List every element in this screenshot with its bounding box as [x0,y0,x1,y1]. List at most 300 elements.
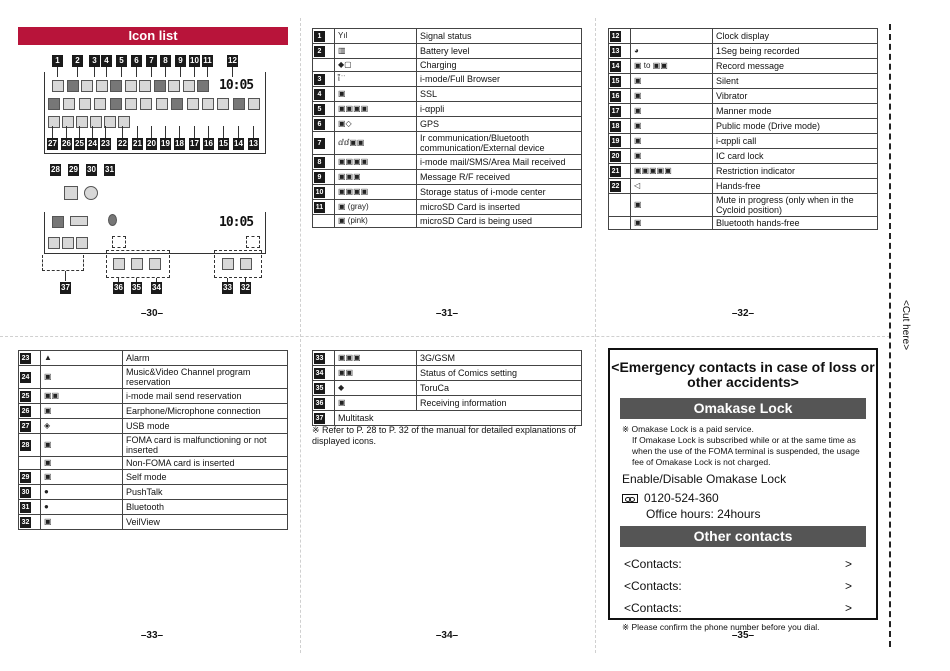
icon-description: SSL [417,87,582,102]
icon-glyph-cell: ◈ [41,419,123,434]
status-icon [52,80,64,92]
icon-description: FOMA card is malfunctioning or not inserted [123,434,288,457]
callout-line [223,126,224,138]
icon-description: Manner mode [713,104,878,119]
icon-number-cell [19,500,41,515]
table-row [609,104,878,119]
icon-table-32 [608,28,878,230]
icon-number-cell [19,389,41,404]
callout-number: 37 [61,283,70,292]
reference-note: ※ Refer to P. 28 to P. 32 of the manual for detailed explanations of displayed icons. [312,425,576,446]
icon-number-cell [19,404,41,419]
page-number: –33– [140,630,164,641]
icon-description: microSD Card is being used [417,215,582,228]
callout-number: 8 [160,55,171,67]
icon-glyph-cell: ▣ [631,194,713,217]
table-row [313,170,582,185]
table-row [19,404,288,419]
icon-description: Ir communication/Bluetooth communication/External device [417,132,582,155]
icon-description: Status of Comics setting [417,366,582,381]
icon-glyph-cell: ◆▢ [335,59,417,72]
icon-number: 3 [314,74,325,85]
callout-line [79,126,80,138]
icon-number: 28 [21,442,30,449]
callout-line [106,67,107,77]
icon-glyph-cell: ▣▣▣▣▣ [631,164,713,179]
callout-number: 24 [88,139,97,148]
callout-number: 4 [101,55,112,67]
callout-line [57,67,58,77]
icon-number-cell [609,74,631,89]
callout-line [194,126,195,138]
icon-number-cell [313,366,335,381]
status-icon [113,258,125,270]
status-icon [168,80,180,92]
table-row [313,215,582,228]
contact-end: > [844,557,852,571]
contact-end: > [844,579,852,593]
callout-line [179,126,180,138]
status-icon [76,237,88,249]
icon-number-cell [313,351,335,366]
icon-number: 30 [21,489,30,496]
callout-number: 3 [89,55,100,67]
status-icon [110,80,122,92]
icon-number-cell [313,102,335,117]
icon-glyph-cell: ▣▣▣ [335,170,417,185]
icon-number: 13 [611,48,620,55]
callout-line [238,126,239,138]
table-row [313,411,582,426]
table-row [609,217,878,230]
icon-number-cell [313,155,335,170]
icon-number-cell [609,29,631,44]
icon-glyph-cell: ▣ [631,119,713,134]
callout-number: 22 [118,139,127,148]
icon-description: i-mode mail/SMS/Area Mail received [417,155,582,170]
status-icon [48,98,60,110]
status-icon [76,116,88,128]
table-row [609,149,878,164]
icon-number: 15 [611,78,620,85]
callout-number: 16 [204,139,213,148]
icon-number: 17 [611,108,620,115]
icon-number: 29 [21,474,30,481]
callout-line [180,67,181,77]
icon-glyph-cell: ▣ [631,89,713,104]
table-row [19,419,288,434]
multitask-bracket [112,236,126,248]
clock-display: 10:05 [219,78,254,93]
status-icon [149,258,161,270]
contact-label: <Contacts: [624,579,682,593]
icon-description: i-mode mail send reservation [123,389,288,404]
icon-number: 21 [611,168,620,175]
table-row [609,29,878,44]
table-row [609,179,878,194]
icon-glyph-cell: ▣▣ [41,389,123,404]
callout-line [253,126,254,138]
icon-description: microSD Card is inserted [417,200,582,215]
callout-number: 26 [62,139,71,148]
icon-number: 37 [315,415,324,422]
icon-glyph-cell: ▣▣▣▣ [335,185,417,200]
cut-line [889,24,891,647]
icon-description: 3G/GSM [417,351,582,366]
table-row [609,89,878,104]
icon-glyph-cell: ▣ [631,104,713,119]
icon-number: 24 [21,374,30,381]
icon-glyph-cell: ▣ [41,515,123,530]
icon-number-cell [609,44,631,59]
icon-number: 31 [21,504,30,511]
icon-description: ToruCa [417,381,582,396]
table-row [19,389,288,404]
icon-glyph-cell: ▣▣▣▣ [335,102,417,117]
icon-glyph-cell: ◁ [631,179,713,194]
icon-glyph-cell: ⅆⅆ▣▣ [335,132,417,155]
icon-description: Vibrator [713,89,878,104]
callout-line [65,271,66,281]
enable-disable-label: Enable/Disable Omakase Lock [622,472,787,486]
other-contacts-band: Other contacts [620,526,866,547]
icon-glyph-cell: ▣ [631,74,713,89]
callout-line [151,67,152,77]
emergency-heading: <Emergency contacts in case of loss or other accidents> [611,359,875,390]
table-row [19,500,288,515]
callout-line [136,67,137,77]
icon-number-cell [19,485,41,500]
callout-line [165,126,166,138]
icon-number: 14 [611,63,620,70]
icon-description: Self mode [123,470,288,485]
status-icon [154,80,166,92]
page-number: –30– [140,308,164,319]
icon-number-cell [609,194,631,217]
icon-number-cell [609,179,631,194]
icon-glyph-cell: ▲ [41,351,123,366]
icon-number-cell [609,217,631,230]
icon-number-cell [609,164,631,179]
table-row [313,117,582,132]
icon-number-cell [19,470,41,485]
status-icon [62,116,74,128]
callout-number: 33 [223,283,232,292]
callout-line [137,126,138,138]
icon-number: 27 [21,423,30,430]
callout-number: 20 [147,139,156,148]
contact-end: > [844,601,852,615]
icon-glyph-cell: ▣ [41,366,123,389]
icon-number-cell [313,29,335,44]
icon-number-cell [609,59,631,74]
callout-number: 21 [133,139,142,148]
table-row [609,74,878,89]
icon-description: i-αppli [417,102,582,117]
icon-number: 22 [611,183,620,190]
status-icon [171,98,183,110]
icon-number: 2 [314,46,325,57]
callout-line [121,67,122,77]
suspension-note: If Omakase Lock is subscribed while or at the same time as when the use of the FOMA terminal is suspended, the usage fee of Omakase Lock is not charged. [632,435,860,467]
icon-number-cell [313,59,335,72]
icon-glyph-cell: ● [41,485,123,500]
icon-glyph-cell: ▣ [631,217,713,230]
callout-number: 10 [190,56,199,65]
icon-description: Music&Video Channel program reservation [123,366,288,389]
table-row [609,164,878,179]
status-icon [131,258,143,270]
status-icon [222,258,234,270]
icon-description: i-mode/Full Browser [417,72,582,87]
callout-number: 6 [131,55,142,67]
callout-line [122,126,123,138]
icon-description: Alarm [123,351,288,366]
status-icon [156,98,168,110]
icon-description: Non-FOMA card is inserted [123,457,288,470]
status-icon [140,98,152,110]
callout-line [208,126,209,138]
icon-table-31 [312,28,582,228]
icon-glyph-cell: ▥ [335,44,417,59]
contact-row [610,553,876,575]
table-row [609,119,878,134]
status-icon [79,98,91,110]
icon-glyph-cell: ▣ [41,457,123,470]
callout-number: 36 [114,283,123,292]
callout-number: 28 [51,165,60,174]
icon-number: 19 [611,138,620,145]
fomacard-icon [64,186,78,200]
callout-number: 11 [203,56,212,65]
callout-number: 1 [52,55,63,67]
callout-number: 27 [48,139,57,148]
table-row [313,132,582,155]
icon-number: 8 [314,157,325,168]
icon-description: PushTalk [123,485,288,500]
icon-number: 12 [611,33,620,40]
icon-number: 35 [315,385,324,392]
callout-number: 23 [101,139,110,148]
table-row [313,87,582,102]
confirm-note: ※ Please confirm the phone number before you dial. [622,622,820,632]
icon-number: 1 [314,31,325,42]
status-icon [94,98,106,110]
icon-glyph-cell: ▣ [335,396,417,411]
table-row [609,194,878,217]
icon-description: Bluetooth [123,500,288,515]
callout-number: 32 [241,283,250,292]
contact-label: <Contacts: [624,557,682,571]
status-icon [96,80,108,92]
icon-number-cell [609,134,631,149]
icon-glyph-cell: ▣ [41,404,123,419]
status-icon [67,80,79,92]
icon-number-cell [313,132,335,155]
table-row [19,366,288,389]
table-row [313,59,582,72]
icon-number: 10 [315,189,324,196]
icon-glyph-cell: ▣ [335,87,417,102]
cut-label: <Cut here> [900,300,911,351]
icon-number: 7 [314,138,325,149]
icon-glyph-cell: ▣ [41,434,123,457]
status-icon [183,80,195,92]
icon-number-cell [19,434,41,457]
table-row [609,134,878,149]
icon-number-cell [19,457,41,470]
callout-number: 5 [116,55,127,67]
table-row [19,434,288,457]
callout-number: 13 [249,139,258,148]
callout-line [94,67,95,77]
callout-line [165,67,166,77]
status-icon [233,98,245,110]
icon-description: Message R/F received [417,170,582,185]
status-icon [125,80,137,92]
bluetooth-icon [108,214,117,226]
page-number: –34– [435,630,459,641]
icon-number-cell [19,351,41,366]
contact-label: <Contacts: [624,601,682,615]
icon-number-cell [313,411,335,426]
icon-description: i-αppli call [713,134,878,149]
icon-number-cell [313,87,335,102]
table-row [313,185,582,200]
contact-row [610,597,876,619]
callout-number: 31 [105,165,114,174]
icon-number-cell [313,117,335,132]
office-hours: Office hours: 24hours [646,507,761,521]
icon-description: Receiving information [417,396,582,411]
icon-glyph-cell: ▣▣▣▣ [335,155,417,170]
icon-description: GPS [417,117,582,132]
icon-glyph-cell: ▣ to ▣▣ [631,59,713,74]
icon-number: 11 [315,204,324,211]
icon-number: 5 [314,104,325,115]
table-row [313,102,582,117]
icon-glyph-cell: Yıl [335,29,417,44]
callout-line [207,67,208,77]
table-row [313,351,582,366]
icon-glyph-cell: ῗ ̇ ̇ [335,72,417,87]
callout-number: 15 [219,139,228,148]
table-row [313,29,582,44]
multitask-area [42,255,84,271]
callout-number: 7 [146,55,157,67]
battery-icon [70,216,88,226]
icon-description: Storage status of i-mode center [417,185,582,200]
icon-description: VeilView [123,515,288,530]
icon-number: 33 [315,355,324,362]
icon-description: Battery level [417,44,582,59]
callout-number: 17 [190,139,199,148]
callout-line [66,126,67,138]
icon-description: Restriction indicator [713,164,878,179]
icon-description: Record message [713,59,878,74]
icon-glyph-cell: ▣◇ [335,117,417,132]
icon-list-title: Icon list [18,27,288,45]
icon-number: 20 [611,153,620,160]
phone-number: 0120-524-360 [644,491,719,505]
icon-number: 16 [611,93,620,100]
icon-description: Earphone/Microphone connection [123,404,288,419]
icon-number-cell [313,200,335,215]
icon-glyph-cell: ▣ (gray) [335,200,417,215]
icon-glyph-cell: ▣▣▣ [335,351,417,366]
icon-description: Bluetooth hands-free [713,217,878,230]
status-icon [139,80,151,92]
table-row [313,366,582,381]
icon-number: 34 [315,370,324,377]
icon-description: Hands-free [713,179,878,194]
icon-number-cell [313,44,335,59]
status-icon [202,98,214,110]
icon-number-cell [313,215,335,228]
table-row [313,200,582,215]
status-icon [63,98,75,110]
icon-description: Signal status [417,29,582,44]
table-row [313,44,582,59]
icon-number: 36 [315,400,324,407]
icon-table-34 [312,350,582,426]
icon-number-cell [19,419,41,434]
icon-number-cell [313,381,335,396]
table-row [313,155,582,170]
icon-number-cell [313,396,335,411]
contact-row [610,575,876,597]
status-icon [248,98,260,110]
info-bracket [246,236,260,248]
table-row [313,72,582,87]
icon-description: Clock display [713,29,878,44]
callout-line [52,126,53,138]
status-icon [197,80,209,92]
omakase-lock-band: Omakase Lock [620,398,866,419]
callout-line [232,67,233,77]
icon-table-33 [18,350,288,530]
icon-description: Charging [417,59,582,72]
status-icon [81,80,93,92]
status-icon [48,116,60,128]
callout-number: 30 [87,165,96,174]
icon-number-cell [609,119,631,134]
icon-description: Public mode (Drive mode) [713,119,878,134]
callout-number: 18 [175,139,184,148]
table-row [313,396,582,411]
emergency-contacts-box [608,348,878,632]
icon-number-cell [19,366,41,389]
callout-line [92,126,93,138]
icon-glyph-cell: ◕ [631,44,713,59]
status-icon [118,116,130,128]
status-icon [217,98,229,110]
table-row [19,457,288,470]
table-row [19,485,288,500]
status-icon [240,258,252,270]
status-icon [125,98,137,110]
callout-line [77,67,78,77]
icon-glyph-cell: ◆ [335,381,417,396]
callout-line [194,67,195,77]
icon-number: 4 [314,89,325,100]
icon-number-cell [313,185,335,200]
callout-line [105,126,106,138]
icon-glyph-cell: ● [41,500,123,515]
table-row [19,515,288,530]
icon-number: 18 [611,123,620,130]
table-row [19,470,288,485]
